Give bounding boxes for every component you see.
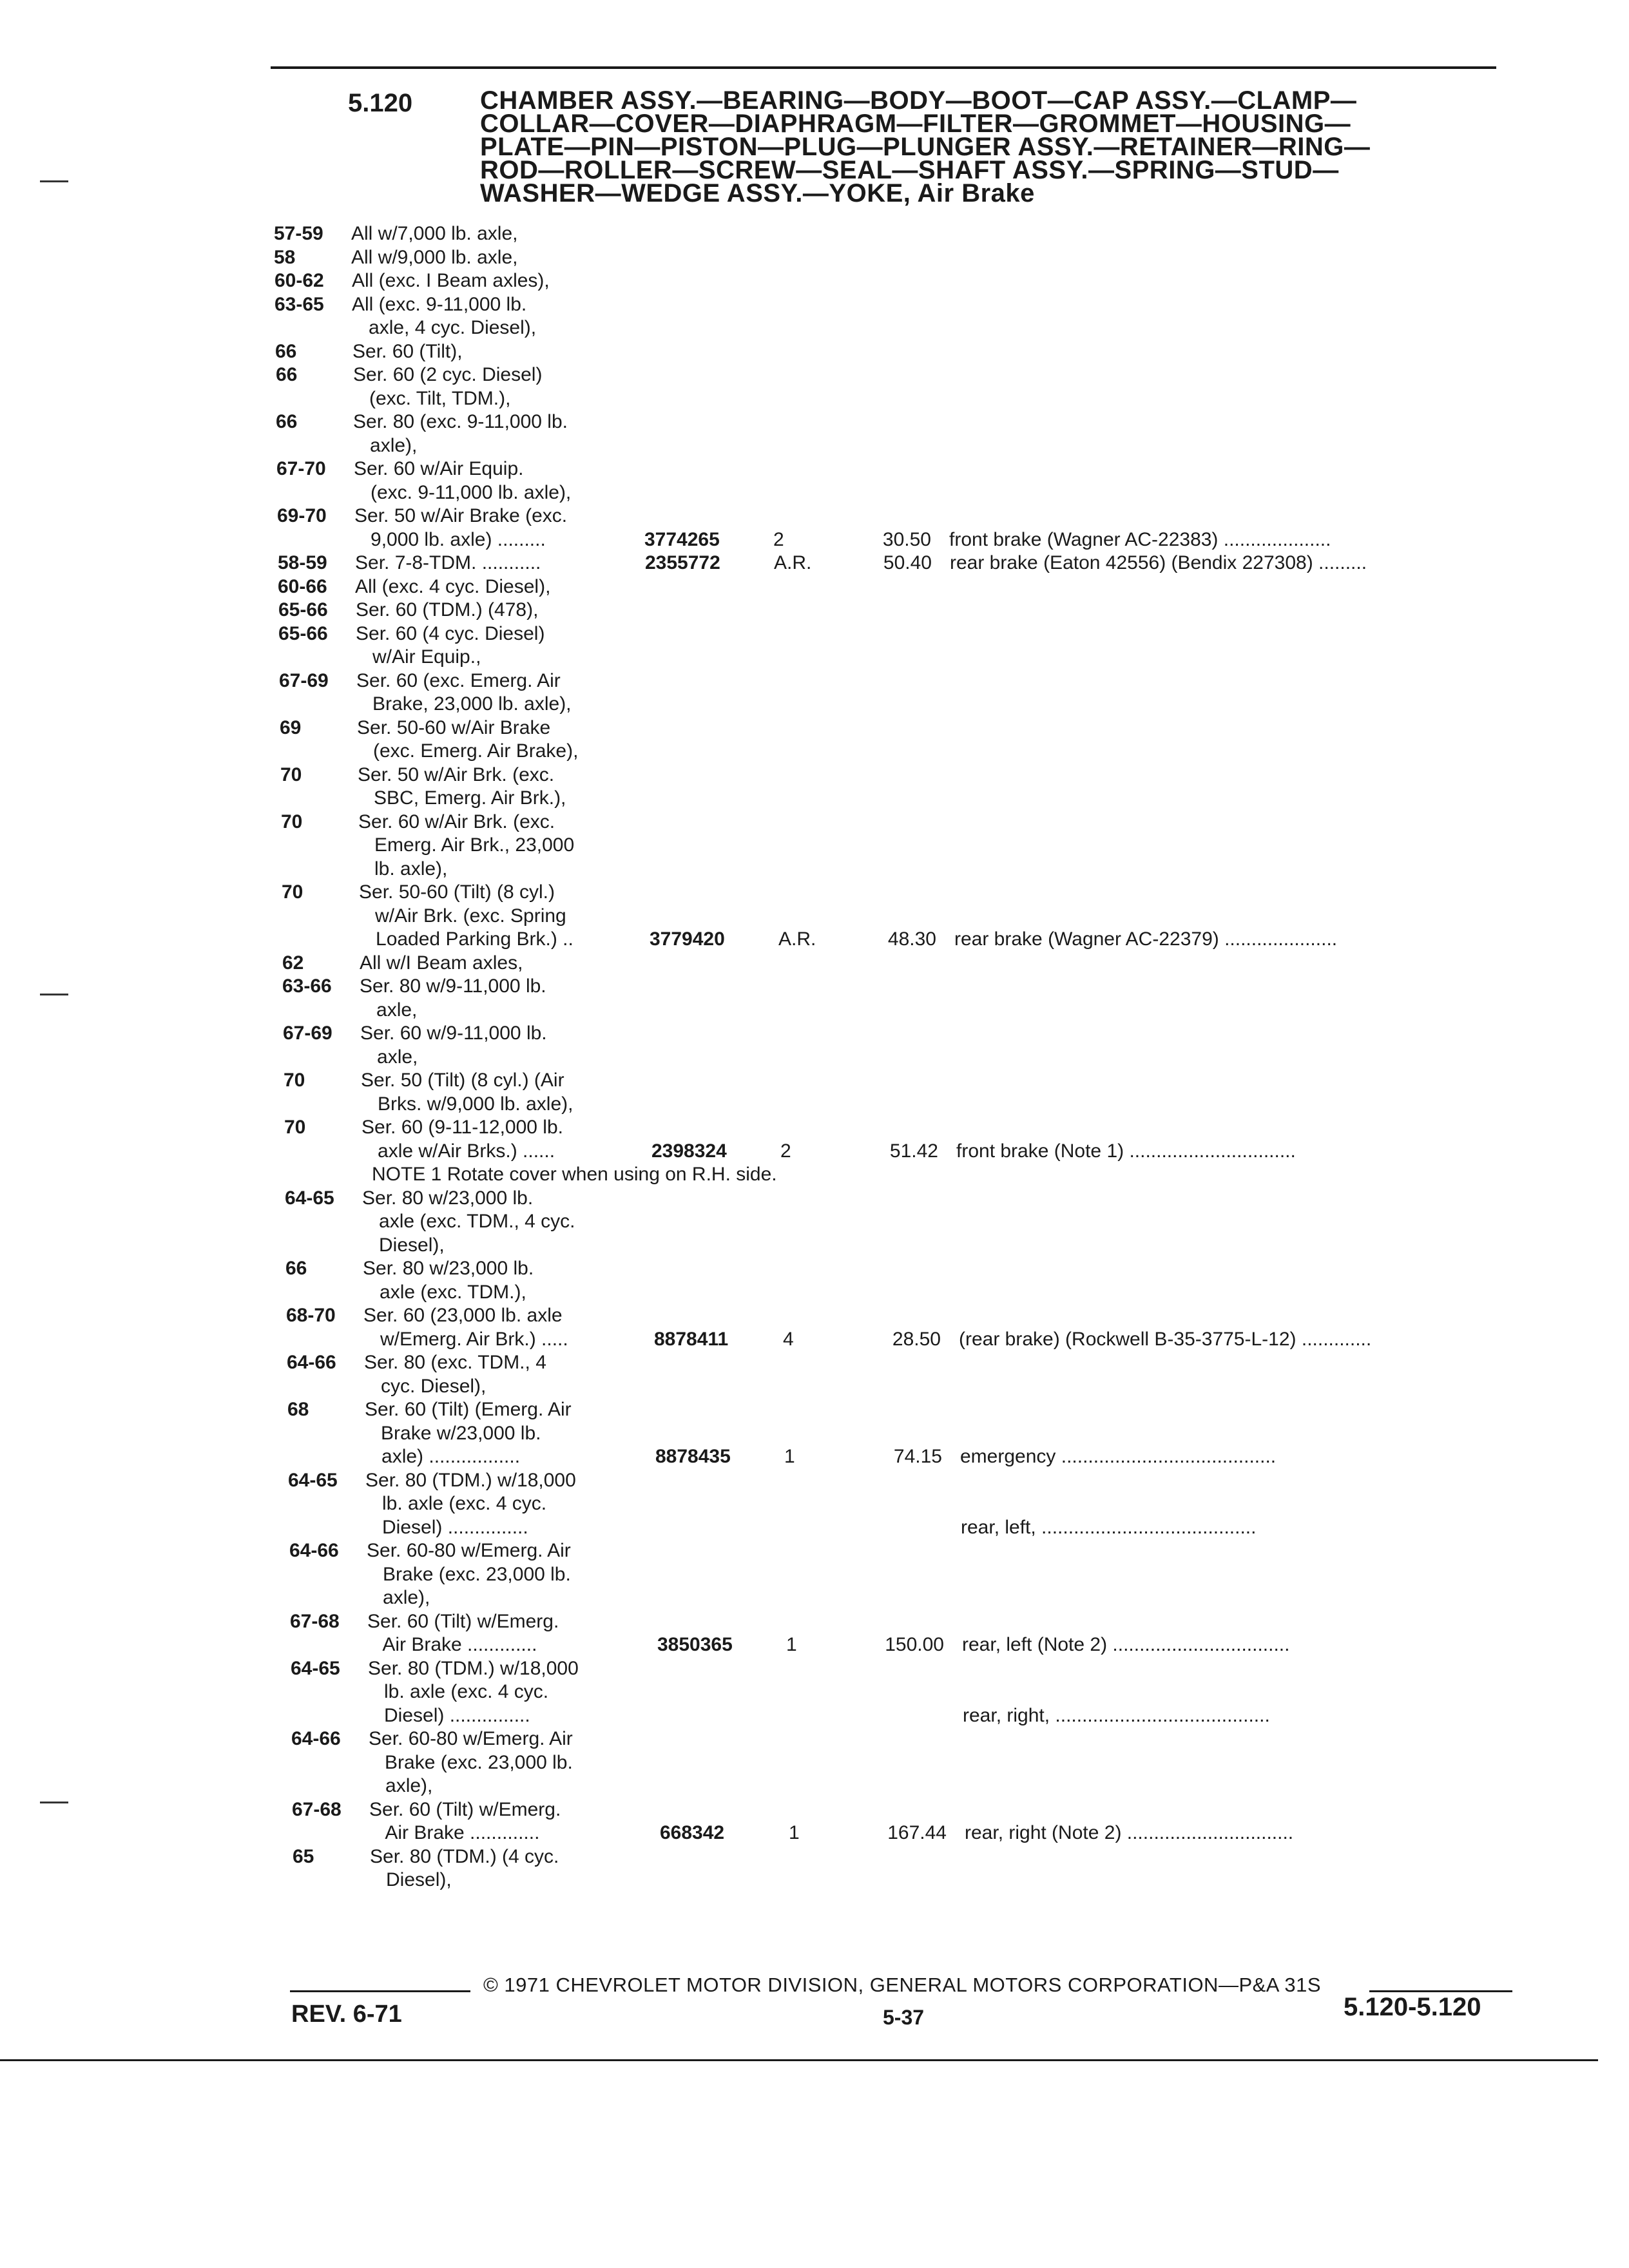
- table-row: [0, 622, 1629, 646]
- year-range: 68: [287, 1399, 309, 1420]
- table-row: [0, 716, 1629, 740]
- year-range: 62: [282, 952, 304, 974]
- application-description: All w/9,000 lb. axle,: [351, 246, 518, 268]
- table-row: [0, 646, 1629, 669]
- application-description: All w/7,000 lb. axle,: [351, 223, 518, 244]
- table-row: [0, 1116, 1629, 1139]
- application-description: Ser. 50 w/Air Brk. (exc.: [358, 764, 555, 785]
- price: 48.30: [887, 928, 936, 950]
- application-description: Brake (exc. 23,000 lb.: [367, 1563, 571, 1585]
- part-number: 2398324: [651, 1140, 727, 1162]
- application-description: axle),: [354, 434, 418, 456]
- application-description: Ser. 60 (2 cyc. Diesel): [353, 364, 543, 385]
- application-description: lb. axle (exc. 4 cyc.: [366, 1493, 547, 1514]
- application-description: axle, 4 cyc. Diesel),: [352, 317, 537, 338]
- part-number: 2355772: [645, 552, 720, 573]
- year-range: 70: [281, 811, 303, 832]
- application-description: Ser. 80 (TDM.) w/18,000: [368, 1657, 579, 1679]
- application-description: Brks. w/9,000 lb. axle),: [361, 1093, 574, 1115]
- part-number: 8878411: [654, 1328, 729, 1350]
- price: 51.42: [889, 1140, 938, 1162]
- title-line: CHAMBER ASSY.—BEARING—BODY—BOOT—CAP ASSY.—CLAMP—: [480, 86, 1357, 115]
- table-row: [0, 881, 1629, 904]
- application-description: Ser. 80 w/23,000 lb.: [362, 1187, 534, 1209]
- table-row: [0, 1187, 1629, 1210]
- application-description: Ser. 50-60 (Tilt) (8 cyl.): [359, 881, 555, 903]
- application-description: Ser. 60 (9-11-12,000 lb.: [361, 1117, 563, 1138]
- table-row: [0, 764, 1629, 787]
- part-number: 8878435: [655, 1446, 731, 1467]
- table-row: [0, 1610, 1629, 1633]
- application-description: All (exc. 9-11,000 lb.: [352, 293, 527, 315]
- application-description: axle,: [360, 999, 418, 1021]
- table-row: [0, 293, 1629, 316]
- application-description: w/Air Brk. (exc. Spring: [359, 905, 566, 927]
- table-row: [0, 340, 1629, 363]
- table-row: [0, 1774, 1629, 1798]
- application-description: Ser. 80 (TDM.) (4 cyc.: [370, 1845, 559, 1867]
- application-description: Ser. 60 (23,000 lb. axle: [363, 1305, 563, 1326]
- title-line: PLATE—PIN—PISTON—PLUG—PLUNGER ASSY.—RETAINER—RING—: [480, 133, 1371, 161]
- table-row: [0, 1210, 1629, 1233]
- application-description: Ser. 60 w/9-11,000 lb.: [360, 1023, 547, 1044]
- table-row: [0, 1798, 1629, 1821]
- year-range: 65-66: [278, 622, 328, 644]
- year-range: 67-69: [279, 669, 329, 691]
- application-description: Ser. 80 (exc. 9-11,000 lb.: [353, 411, 568, 432]
- year-range: 57-59: [274, 223, 323, 244]
- year-range: 63-66: [282, 975, 332, 997]
- table-row: [0, 1469, 1629, 1492]
- application-description: Ser. 50-60 w/Air Brake: [357, 716, 551, 738]
- page-number: 5-37: [883, 2006, 925, 2029]
- application-description: Air Brake .............: [370, 1822, 540, 1843]
- table-row: [0, 1375, 1629, 1398]
- application-description: w/Emerg. Air Brk.) .....: [364, 1328, 568, 1350]
- year-range: 64-66: [289, 1540, 339, 1561]
- year-range: 70: [284, 1070, 305, 1091]
- table-row: [0, 693, 1629, 716]
- application-description: Ser. 80 w/23,000 lb.: [363, 1258, 534, 1279]
- application-description: Ser. 50 w/Air Brake (exc.: [354, 505, 568, 526]
- application-description: Ser. 80 (exc. TDM., 4: [364, 1352, 546, 1373]
- application-description: 9,000 lb. axle) .........: [354, 528, 546, 550]
- note-text: NOTE 1 Rotate cover when using on R.H. side.: [372, 1164, 777, 1185]
- year-range: 68-70: [286, 1305, 336, 1326]
- title-line: ROD—ROLLER—SCREW—SEAL—SHAFT ASSY.—SPRING—STUD—: [480, 156, 1339, 184]
- application-description: axle (exc. TDM., 4 cyc.: [363, 1211, 575, 1232]
- application-description: Ser. 60 w/Air Equip.: [354, 458, 524, 479]
- table-row: [0, 1727, 1629, 1751]
- year-range: 67-69: [283, 1023, 333, 1044]
- application-description: Air Brake .............: [367, 1634, 537, 1655]
- year-range: 58-59: [278, 552, 327, 573]
- application-description: Ser. 60 (Tilt),: [352, 340, 463, 362]
- table-row: [0, 481, 1629, 505]
- application-description: All w/I Beam axles,: [360, 952, 523, 974]
- year-range: 63-65: [275, 293, 324, 315]
- remark: emergency ........................................: [960, 1446, 1277, 1467]
- title-line: COLLAR—COVER—DIAPHRAGM—FILTER—GROMMET—HOUSING—: [480, 110, 1351, 138]
- application-description: Brake, 23,000 lb. axle),: [356, 693, 572, 715]
- year-range: 66: [275, 340, 297, 362]
- price: 167.44: [887, 1822, 947, 1843]
- year-range: 66: [276, 364, 298, 385]
- year-range: 66: [285, 1258, 307, 1279]
- table-row: [0, 1821, 1629, 1845]
- table-row: [0, 999, 1629, 1022]
- application-description: Brake w/23,000 lb.: [365, 1422, 541, 1444]
- table-row: [0, 905, 1629, 928]
- application-description: axle w/Air Brks.) ......: [361, 1140, 555, 1162]
- year-range: 60-62: [275, 270, 324, 291]
- table-row: [0, 1657, 1629, 1680]
- remark: (rear brake) (Rockwell B-35-3775-L-12) .............: [959, 1328, 1372, 1350]
- table-row: [0, 1751, 1629, 1774]
- application-description: Ser. 60-80 w/Emerg. Air: [367, 1540, 571, 1561]
- application-description: Ser. 80 w/9-11,000 lb.: [360, 975, 546, 997]
- table-row: [0, 787, 1629, 810]
- year-range: 64-65: [285, 1187, 334, 1209]
- application-description: Ser. 60-80 w/Emerg. Air: [369, 1728, 573, 1749]
- table-row: [0, 1093, 1629, 1116]
- year-range: 65-66: [278, 599, 328, 620]
- application-description: Diesel) ...............: [368, 1704, 530, 1726]
- table-row: [0, 528, 1629, 552]
- quantity: 1: [789, 1822, 800, 1843]
- table-row: [0, 811, 1629, 834]
- table-row: [0, 858, 1629, 881]
- table-row: [0, 740, 1629, 763]
- quantity: 2: [780, 1140, 791, 1162]
- table-row: [0, 1069, 1629, 1092]
- application-description: w/Air Equip.,: [356, 646, 481, 668]
- application-description: lb. axle),: [358, 858, 448, 879]
- year-range: 70: [280, 764, 302, 785]
- table-row: [0, 599, 1629, 622]
- application-description: (exc. Tilt, TDM.),: [353, 387, 511, 409]
- remark: front brake (Note 1) ...............................: [956, 1140, 1296, 1162]
- table-row: [0, 387, 1629, 410]
- application-description: axle (exc. TDM.),: [363, 1281, 526, 1303]
- table-row: [0, 410, 1629, 434]
- table-row: [0, 1046, 1629, 1069]
- part-number: 668342: [660, 1822, 725, 1843]
- year-range: 67-68: [292, 1798, 342, 1820]
- table-row: [0, 1539, 1629, 1562]
- note-row: [0, 1163, 1629, 1186]
- table-row: [0, 222, 1629, 245]
- application-description: cyc. Diesel),: [365, 1375, 487, 1397]
- year-range: 60-66: [278, 575, 327, 597]
- year-range: 70: [284, 1117, 306, 1138]
- application-description: Ser. 60 (exc. Emerg. Air: [356, 669, 561, 691]
- quantity: 1: [784, 1446, 795, 1467]
- table-row: [0, 1869, 1629, 1892]
- remark: rear brake (Eaton 42556) (Bendix 227308) .........: [950, 552, 1367, 573]
- table-row: [0, 552, 1629, 575]
- remark: front brake (Wagner AC-22383) ....................: [949, 528, 1331, 550]
- application-description: Diesel),: [370, 1869, 452, 1890]
- revision-label: REV. 6-71: [291, 2001, 402, 2028]
- table-row: [0, 834, 1629, 857]
- table-row: [0, 434, 1629, 457]
- table-row: [0, 457, 1629, 481]
- application-description: (exc. Emerg. Air Brake),: [357, 740, 579, 762]
- quantity: A.R.: [774, 552, 812, 573]
- application-description: Ser. 60 (Tilt) w/Emerg.: [367, 1610, 559, 1632]
- remark: rear, left, ........................................: [961, 1516, 1257, 1538]
- table-row: [0, 928, 1629, 951]
- year-range: 64-65: [288, 1469, 338, 1491]
- table-row: [0, 1704, 1629, 1727]
- application-description: axle,: [361, 1046, 418, 1068]
- year-range: 67-70: [276, 458, 326, 479]
- part-number: 3850365: [657, 1634, 733, 1655]
- table-row: [0, 1633, 1629, 1657]
- table-row: [0, 1257, 1629, 1280]
- application-description: axle) .................: [365, 1446, 521, 1467]
- table-row: [0, 1845, 1629, 1869]
- table-row: [0, 1234, 1629, 1257]
- table-row: [0, 1140, 1629, 1163]
- price: 74.15: [893, 1446, 942, 1467]
- application-description: Diesel),: [363, 1234, 445, 1256]
- table-row: [0, 1586, 1629, 1610]
- year-range: 58: [274, 246, 296, 268]
- application-description: Ser. 60 (4 cyc. Diesel): [356, 622, 545, 644]
- table-row: [0, 975, 1629, 998]
- quantity: 1: [786, 1634, 797, 1655]
- table-row: [0, 952, 1629, 975]
- application-description: Ser. 80 (TDM.) w/18,000: [365, 1469, 576, 1491]
- application-description: (exc. 9-11,000 lb. axle),: [354, 481, 572, 503]
- quantity: 2: [773, 528, 784, 550]
- remark: rear, left (Note 2) .................................: [962, 1634, 1290, 1655]
- table-row: [0, 1351, 1629, 1374]
- table-row: [0, 1022, 1629, 1045]
- price: 30.50: [882, 528, 931, 550]
- table-row: [0, 316, 1629, 340]
- application-description: Loaded Parking Brk.) ..: [360, 928, 574, 950]
- price: 50.40: [883, 552, 932, 573]
- table-row: [0, 1422, 1629, 1445]
- table-row: [0, 505, 1629, 528]
- table-row: [0, 1398, 1629, 1421]
- application-description: Ser. 7-8-TDM. ...........: [355, 552, 541, 573]
- remark: rear brake (Wagner AC-22379) .....................: [954, 928, 1338, 950]
- application-description: Brake (exc. 23,000 lb.: [369, 1751, 573, 1773]
- table-row: [0, 1516, 1629, 1539]
- year-range: 69-70: [277, 505, 327, 526]
- section-range: 5.120-5.120: [1344, 1993, 1481, 2021]
- table-row: [0, 669, 1629, 693]
- table-row: [0, 1563, 1629, 1586]
- application-description: Ser. 50 (Tilt) (8 cyl.) (Air: [361, 1070, 564, 1091]
- section-number: 5.120: [348, 89, 413, 117]
- table-row: [0, 1680, 1629, 1704]
- table-row: [0, 1328, 1629, 1351]
- table-row: [0, 1445, 1629, 1468]
- application-description: Diesel) ...............: [366, 1516, 528, 1538]
- title-line: WASHER—WEDGE ASSY.—YOKE, Air Brake: [480, 179, 1035, 207]
- year-range: 64-65: [291, 1657, 340, 1679]
- year-range: 67-68: [290, 1610, 340, 1632]
- application-description: axle),: [367, 1587, 430, 1608]
- quantity: A.R.: [778, 928, 816, 950]
- table-row: [0, 269, 1629, 293]
- table-row: [0, 1281, 1629, 1304]
- year-range: 69: [280, 716, 302, 738]
- application-description: Ser. 60 (Tilt) w/Emerg.: [369, 1798, 561, 1820]
- table-row: [0, 1492, 1629, 1515]
- part-number: 3774265: [644, 528, 720, 550]
- part-number: 3779420: [650, 928, 725, 950]
- application-description: Ser. 60 (TDM.) (478),: [356, 599, 539, 620]
- price: 28.50: [892, 1328, 941, 1350]
- table-row: [0, 363, 1629, 387]
- year-range: 65: [293, 1845, 314, 1867]
- copyright-line: © 1971 CHEVROLET MOTOR DIVISION, GENERAL MOTORS CORPORATION—P&A 31S: [483, 1974, 1322, 1996]
- year-range: 66: [276, 411, 298, 432]
- remark: rear, right (Note 2) ...............................: [965, 1822, 1294, 1843]
- year-range: 64-66: [287, 1352, 336, 1373]
- quantity: 4: [783, 1328, 794, 1350]
- table-row: [0, 575, 1629, 599]
- application-description: SBC, Emerg. Air Brk.),: [358, 787, 566, 809]
- year-range: 64-66: [291, 1728, 341, 1749]
- application-description: All (exc. 4 cyc. Diesel),: [355, 575, 551, 597]
- application-description: lb. axle (exc. 4 cyc.: [368, 1681, 549, 1702]
- application-description: Ser. 60 w/Air Brk. (exc.: [358, 811, 555, 832]
- price: 150.00: [885, 1634, 944, 1655]
- table-row: [0, 1304, 1629, 1327]
- table-row: [0, 246, 1629, 269]
- application-description: axle),: [369, 1775, 433, 1796]
- application-description: Emerg. Air Brk., 23,000: [358, 834, 575, 856]
- application-description: Ser. 60 (Tilt) (Emerg. Air: [365, 1399, 572, 1420]
- year-range: 70: [282, 881, 304, 903]
- remark: rear, right, ........................................: [963, 1704, 1270, 1726]
- application-description: All (exc. I Beam axles),: [352, 270, 550, 291]
